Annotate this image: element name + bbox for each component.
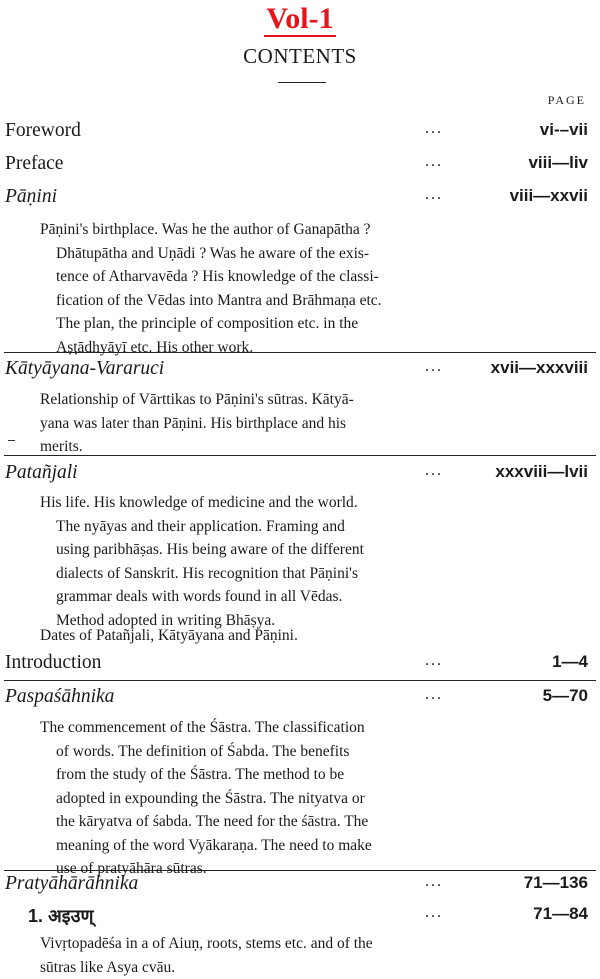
section-divider — [4, 870, 596, 871]
toc-entry-katyayana[interactable] — [5, 358, 588, 386]
entry-page: 1—4 — [552, 652, 588, 671]
entry-leader: ... — [425, 153, 443, 170]
entry-leader: ... — [425, 873, 443, 890]
toc-entry-foreword[interactable] — [5, 120, 588, 148]
contents-title: CONTENTS — [243, 44, 357, 68]
toc-entry-panini[interactable] — [5, 186, 588, 214]
section-divider — [4, 352, 596, 353]
entry-page: viii—xxvii — [509, 186, 588, 205]
toc-entry-pratyaharahnika[interactable] — [5, 873, 588, 901]
entry-leader: ... — [425, 686, 443, 703]
toc-entry-preface[interactable] — [5, 153, 588, 181]
section-divider — [4, 455, 596, 456]
title-rule — [278, 82, 326, 83]
entry-leader: ... — [425, 652, 443, 669]
entry-leader: ... — [425, 186, 443, 203]
entry-title: Foreword — [5, 120, 81, 141]
toc-entry-paspasahnika[interactable] — [5, 686, 588, 714]
entry-title: Preface — [5, 153, 64, 174]
entry-leader: ... — [425, 462, 443, 479]
entry-page: 5—70 — [542, 686, 588, 705]
entry-title: Introduction — [5, 652, 102, 673]
section-divider — [4, 680, 596, 681]
entry-description: His life. His knowledge of medicine and the world. The nyāyas and their application. Framing and using paribhāṣas. His being aware of the different dialects of Sanskrit. His recognition that Pāṇini's grammar deals with words found in all Vēdas. Method adopted in writing Bhāṣya. — [40, 494, 364, 629]
entry-title: Kātyāyana-Vararuci — [5, 358, 165, 379]
entry-description: Relationship of Vārttikas to Pāṇini's sūtras. Kātyā- yana was later than Pāṇini. His birthplace and his merits. — [40, 391, 354, 455]
volume-heading: Vol-1 — [266, 2, 334, 35]
entry-title: Patañjali — [5, 462, 78, 483]
entry-page: xxxviii—lvii — [495, 462, 588, 481]
entry-title: Paspaśāhnika — [5, 686, 115, 707]
entry-page: 71—136 — [523, 873, 588, 892]
entry-description: The commencement of the Śāstra. The classification of words. The definition of Śabda. The benefits from the study of the Śāstra. The method to be adopted in expounding the Śāstra. The nityatva or the kāryatva of śabda. The need for the śāstra. The meaning of the word Vyākaraṇa. The need to make use of pratyāhāra sūtras. — [40, 719, 372, 877]
entry-title: Pratyāhārāhnika — [5, 873, 139, 894]
toc-entry-aiun[interactable] — [28, 904, 588, 932]
entry-description: Vivṛtopadēśa in a of Aiuṇ, roots, stems etc. and of the sūtras like Asya cvāu. — [40, 935, 373, 976]
entry-title: Pāṇini — [5, 186, 57, 207]
entry-description: Pāṇini's birthplace. Was he the author of Ganapātha ? Dhātupātha and Uṇādi ? Was he aware of the exis- tence of Atharvavēda ? His knowledge of the classi- fication of the Vēdas into Mantra and Brāhmaṇa etc. The plan, the principle of composition etc. in the Aṣṭādhyāyī etc. His other work. — [40, 221, 382, 356]
toc-entry-patanjali[interactable] — [5, 462, 588, 490]
margin-mark — [8, 440, 15, 441]
page-column-label: PAGE — [547, 93, 586, 107]
entry-leader: ... — [425, 358, 443, 375]
entry-page: viii—liv — [528, 153, 588, 172]
entry-title: 1. अइउण् — [28, 906, 94, 926]
entry-page: 71—84 — [533, 904, 588, 923]
entry-page: xvii—xxxviii — [490, 358, 588, 377]
entry-leader: ... — [425, 904, 443, 921]
entry-note: Dates of Patañjali, Kātyāyana and Pāṇini. — [40, 627, 298, 644]
entry-leader: ... — [425, 120, 443, 137]
entry-page: vi-–vii — [539, 120, 588, 139]
toc-entry-introduction[interactable] — [5, 652, 588, 680]
